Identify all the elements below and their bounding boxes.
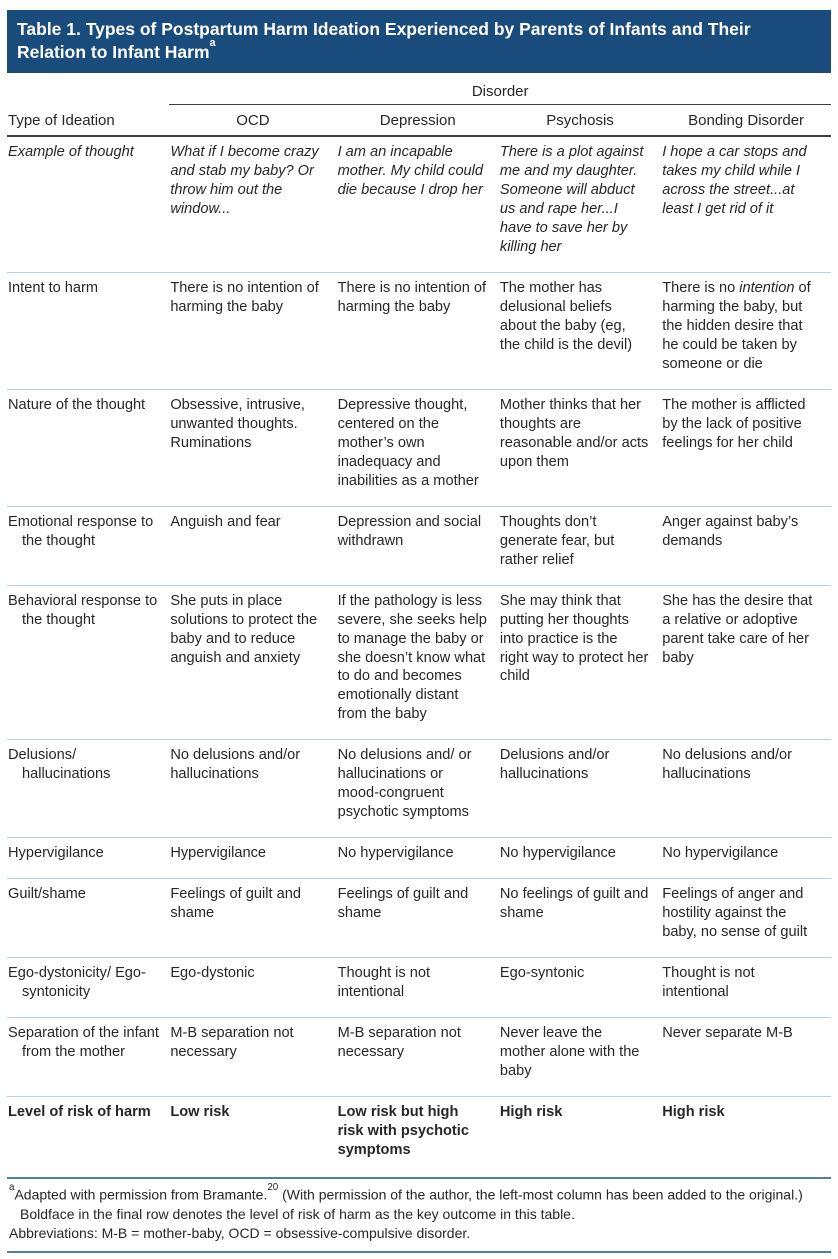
- table-cell: M-B separation not necessary: [169, 1018, 336, 1097]
- table-cell: High risk: [661, 1096, 831, 1174]
- row-label: Nature of the thought: [7, 389, 169, 506]
- table-cell: High risk: [499, 1096, 661, 1174]
- spanner-row: [7, 73, 831, 104]
- table-cell: No hypervigilance: [337, 838, 499, 879]
- table-title-footnote-marker: a: [209, 37, 216, 50]
- table-cell: Thoughts don’t generate fear, but rather relief: [499, 506, 661, 585]
- table-cell: The mother is afflicted by the lack of positive feelings for her child: [661, 389, 831, 506]
- table-cell: No feelings of guilt and shame: [499, 879, 661, 958]
- table-cell: Thought is not intentional: [661, 958, 831, 1018]
- table-cell: Depression and social withdrawn: [337, 506, 499, 585]
- table-title-text: Table 1. Types of Postpartum Harm Ideation Experienced by Parents of Infants and Their Relation to Infant Harm: [17, 19, 751, 63]
- table-title-bar: [7, 10, 831, 73]
- row-label: Hypervigilance: [7, 838, 169, 879]
- table-cell: If the pathology is less severe, she seeks help to manage the baby or she doesn’t know what to do and becomes emotionally distant from the baby: [337, 585, 499, 740]
- column-header-psychosis: Psychosis: [499, 104, 661, 136]
- table-cell: Anger against baby’s demands: [661, 506, 831, 585]
- column-header-depression: Depression: [337, 104, 499, 136]
- row-label: Example of thought: [8, 144, 134, 161]
- table-cell: She may think that putting her thoughts into practice is the right way to protect her child: [499, 585, 661, 740]
- data-table: [7, 73, 831, 1175]
- row-label: Behavioral response to the thought: [7, 585, 169, 740]
- table-cell: No delusions and/or hallucinations: [661, 740, 831, 838]
- table-cell: Delusions and/or hallucinations: [499, 740, 661, 838]
- row-label: Delusions/ hallucinations: [7, 740, 169, 838]
- table-cell: Never separate M-B: [661, 1018, 831, 1097]
- footnote-block: [7, 1177, 831, 1254]
- footnote-marker: a: [9, 1181, 15, 1193]
- table-row-guilt-shame: [7, 879, 831, 958]
- table-row-emotional-response-to-the-thought: [7, 506, 831, 585]
- table-cell: Low risk but high risk with psychotic symptoms: [337, 1096, 499, 1174]
- table-cell: The mother has delusional beliefs about the baby (eg, the child is the devil): [499, 273, 661, 390]
- table-row-nature-of-the-thought: [7, 389, 831, 506]
- table-cell: No delusions and/ or hallucinations or mood-congruent psychotic symptoms: [337, 740, 499, 838]
- table-cell: Mother thinks that her thoughts are reasonable and/or acts upon them: [499, 389, 661, 506]
- table-cell: Feelings of anger and hostility against the baby, no sense of guilt: [661, 879, 831, 958]
- table-cell: No hypervigilance: [499, 838, 661, 879]
- table-cell: There is no intention of harming the baby: [337, 273, 499, 390]
- table-cell: Thought is not intentional: [337, 958, 499, 1018]
- table-row-separation-of-the-infant-from-the-mother: [7, 1018, 831, 1097]
- row-label: Guilt/shame: [7, 879, 169, 958]
- table-cell: She puts in place solutions to protect the baby and to reduce anguish and anxiety: [169, 585, 336, 740]
- table-cell: No delusions and/or hallucinations: [169, 740, 336, 838]
- spanner-spacer: [7, 73, 169, 104]
- table-cell: Low risk: [169, 1096, 336, 1174]
- reference-number: 20: [267, 1181, 279, 1193]
- row-label: Intent to harm: [7, 273, 169, 390]
- table-header: [7, 73, 831, 136]
- table-body: [7, 136, 831, 1175]
- table-title: [17, 19, 751, 62]
- row-label: Separation of the infant from the mother: [7, 1018, 169, 1097]
- abbreviations-line: Abbreviations: M-B = mother-baby, OCD = obsessive-compulsive disorder.: [9, 1225, 471, 1242]
- footnote-pre: Adapted with permission from Bramante.: [14, 1186, 268, 1203]
- table-cell: There is no intention of harming the baby, but the hidden desire that he could be taken by someone or die: [661, 273, 831, 390]
- table-row-level-of-risk-of-harm: [7, 1096, 831, 1174]
- table-cell: What if I become crazy and stab my baby? Or throw him out the window...: [170, 144, 319, 218]
- table-row-example-of-thought: [7, 136, 831, 272]
- table-cell: Depressive thought, centered on the mother’s own inadequacy and inabilities as a mother: [337, 389, 499, 506]
- table-cell: There is no intention of harming the baby: [169, 273, 336, 390]
- row-label: Emotional response to the thought: [7, 506, 169, 585]
- table-cell: There is a plot against me and my daughter. Someone will abduct us and rape her...I have to save her by killing her: [499, 144, 644, 256]
- table-row-ego-dystonicity-ego-syntonicity: [7, 958, 831, 1018]
- table-cell: Never leave the mother alone with the baby: [499, 1018, 661, 1097]
- table-cell: I am an incapable mother. My child could die because I drop her: [337, 144, 484, 199]
- table-cell: Obsessive, intrusive, unwanted thoughts. Ruminations: [169, 389, 336, 506]
- table-cell: Feelings of guilt and shame: [337, 879, 499, 958]
- column-header-bonding-disorder: Bonding Disorder: [661, 104, 831, 136]
- disorder-spanner: Disorder: [169, 73, 831, 104]
- table-row-hypervigilance: [7, 838, 831, 879]
- table-row-behavioral-response-to-the-thought: [7, 585, 831, 740]
- table-row-delusions-hallucinations: [7, 740, 831, 838]
- column-header-row: [7, 104, 831, 136]
- column-header-type-of-ideation: Type of Ideation: [7, 104, 169, 136]
- row-label: Ego-dystonicity/ Ego-syntonicity: [7, 958, 169, 1018]
- footnote-adapted: [9, 1181, 829, 1224]
- column-header-ocd: OCD: [169, 104, 336, 136]
- table-cell: She has the desire that a relative or adoptive parent take care of her baby: [661, 585, 831, 740]
- table-cell: Ego-dystonic: [169, 958, 336, 1018]
- table-cell: Feelings of guilt and shame: [169, 879, 336, 958]
- table-cell: Ego-syntonic: [499, 958, 661, 1018]
- table-cell: Anguish and fear: [169, 506, 336, 585]
- table-cell: I hope a car stops and takes my child while I across the street...at least I get rid of it: [662, 144, 807, 218]
- row-label: Level of risk of harm: [7, 1096, 169, 1174]
- table-cell: No hypervigilance: [661, 838, 831, 879]
- table-cell: Hypervigilance: [169, 838, 336, 879]
- table-cell: M-B separation not necessary: [337, 1018, 499, 1097]
- table-row-intent-to-harm: [7, 273, 831, 390]
- footnote-post: (With permission of the author, the left-most column has been added to the original.) Boldface in the final row denotes the level of risk of harm as the key outcome in this table.: [20, 1186, 803, 1222]
